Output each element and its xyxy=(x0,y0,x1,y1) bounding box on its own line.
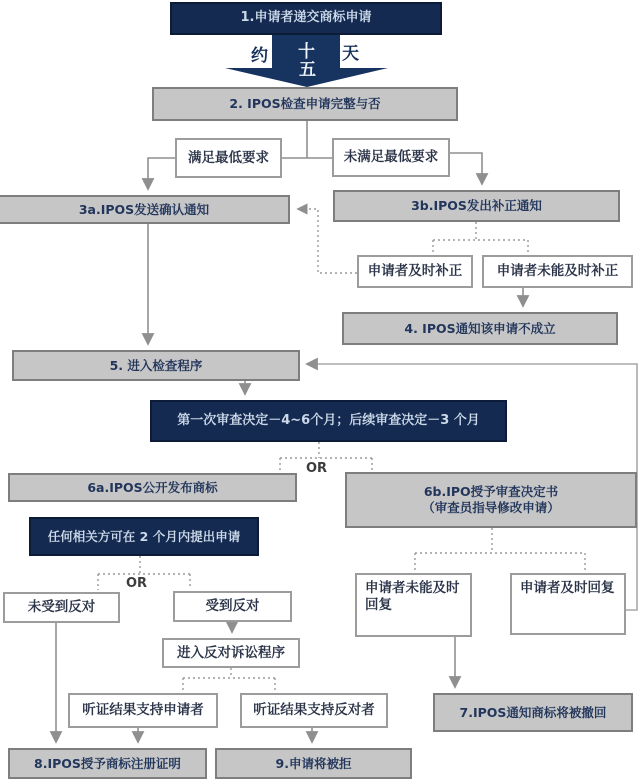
node-opposition-proceedings xyxy=(162,638,300,668)
node-timely-reply-label: 申请者及时回复 xyxy=(520,580,615,596)
node-timely-correction-label: 申请者及时补正 xyxy=(367,263,463,280)
node-untimely-reply xyxy=(355,573,472,637)
node-3a-label: 3a.IPOS发送确认通知 xyxy=(78,201,210,217)
duration-label-char-3: 五 xyxy=(299,60,316,80)
node-3a-confirmation-notice xyxy=(0,195,290,224)
node-3b-label: 3b.IPOS发出补正通知 xyxy=(411,198,542,214)
node-6b-examination-decision xyxy=(345,472,637,528)
node-hearing-supports-opponent-label: 听证结果支持反对者 xyxy=(253,702,375,719)
connector-n2-branch xyxy=(282,121,332,158)
node-2-completeness-check xyxy=(152,87,458,121)
node-6b-label-line2: （审查员指导修改申请） xyxy=(422,500,560,515)
node-6a-label: 6a.IPOS公开发布商标 xyxy=(87,479,218,495)
connector-3b-split-dotted xyxy=(433,222,528,253)
node-9-application-rejected xyxy=(215,748,412,779)
node-opposition-proceedings-label: 进入反对诉讼程序 xyxy=(177,644,285,661)
node-meets-minimum-label: 满足最低要求 xyxy=(188,149,269,166)
duration-label-char-1: 约 xyxy=(251,46,268,66)
node-untimely-reply-line1: 申请者未能及时 xyxy=(365,580,460,596)
node-6a-publish-trademark xyxy=(8,473,297,502)
node-hearing-supports-applicant-label: 听证结果支持申请者 xyxy=(82,702,204,719)
node-5-label: 5. 进入检查程序 xyxy=(109,357,203,373)
connector-6b-split-dotted xyxy=(415,528,585,571)
connector-notmeets-3b xyxy=(450,153,482,184)
connector-meets-3a xyxy=(148,158,175,189)
or-label-1: OR xyxy=(306,461,328,476)
node-not-meets-minimum xyxy=(332,138,450,177)
node-8-label: 8.IPOS授予商标注册证明 xyxy=(34,755,181,771)
node-opposition-received xyxy=(173,591,292,622)
node-opposition-received-label: 受到反对 xyxy=(205,598,260,615)
node-not-meets-minimum-label: 未满足最低要求 xyxy=(343,149,439,166)
connector-proceedings-split-dotted xyxy=(183,668,275,691)
node-opposition-window xyxy=(29,517,259,556)
node-1-submit-application xyxy=(170,2,442,35)
node-opposition-window-label: 任何相关方可在 2 个月内提出申请 xyxy=(47,528,241,544)
node-untimely-correction xyxy=(482,255,633,288)
node-7-label: 7.IPOS通知商标将被撤回 xyxy=(459,704,607,720)
node-2-label: 2. IPOS检查申请完整与否 xyxy=(229,96,381,112)
node-decision-timeline xyxy=(150,400,507,442)
node-untimely-correction-label: 申请者未能及时补正 xyxy=(496,263,619,280)
duration-label-char-2: 十 xyxy=(298,42,315,62)
node-no-opposition xyxy=(3,592,120,623)
node-untimely-reply-line2: 回复 xyxy=(365,596,392,613)
node-7-trademark-withdrawn xyxy=(433,693,633,732)
node-timely-reply xyxy=(510,573,626,635)
node-5-examination xyxy=(12,350,300,381)
node-8-registration-certificate xyxy=(8,748,207,779)
node-4-label: 4. IPOS通知该申请不成立 xyxy=(404,320,556,336)
node-4-application-void xyxy=(342,312,618,345)
duration-label-char-4: 天 xyxy=(342,44,359,64)
node-meets-minimum xyxy=(175,138,282,178)
node-decision-timeline-label: 第一次审查决定－4~6个月；后续审查决定－3 个月 xyxy=(177,412,480,428)
node-3b-correction-notice xyxy=(333,190,620,222)
node-hearing-supports-opponent xyxy=(240,693,388,728)
node-hearing-supports-applicant xyxy=(68,693,218,728)
node-6b-label-line1: 6b.IPO授予审查决定书 xyxy=(423,484,559,500)
node-timely-correction xyxy=(357,255,473,288)
node-1-label: 1.申请者递交商标申请 xyxy=(240,10,372,26)
or-label-2: OR xyxy=(126,576,148,591)
node-no-opposition-label: 未受到反对 xyxy=(27,599,96,616)
node-9-label: 9.申请将被拒 xyxy=(275,755,352,771)
